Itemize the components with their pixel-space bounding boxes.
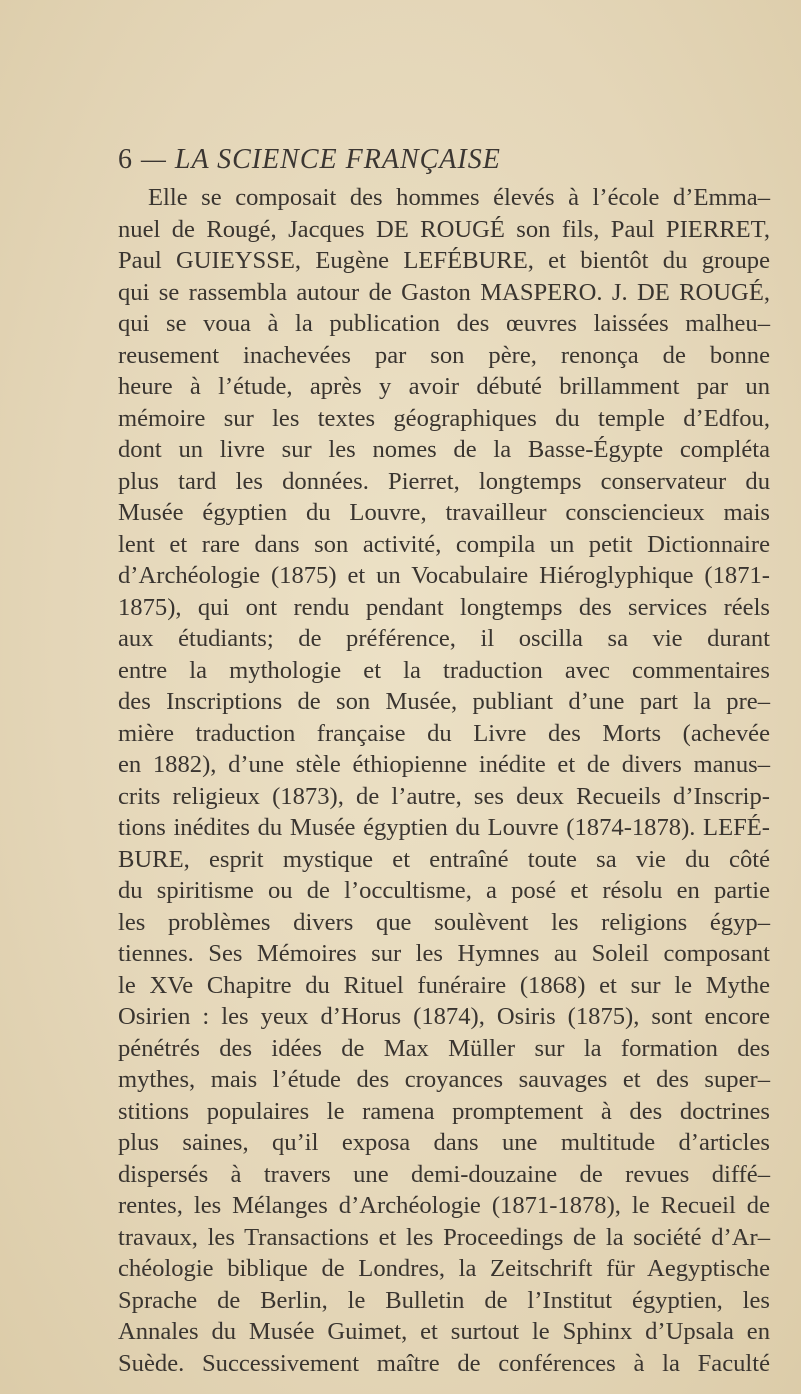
text-line: mémoire sur les textes géographiques du temple d’Edfou, xyxy=(118,404,770,432)
text-line: mythes, mais l’étude des croyances sauvages et des super– xyxy=(118,1066,770,1093)
text-line: Annales du Musée Guimet, et surtout le Sphinx d’Upsala en xyxy=(118,1318,770,1345)
text-line: dispersés à travers une demi-douzaine de revues diffé– xyxy=(118,1160,770,1188)
text-line: les problèmes divers que soulèvent les religions égyp– xyxy=(118,908,770,936)
text-line: d’Archéologie (1875) et un Vocabulaire Hiéroglyphique (1871- xyxy=(118,562,770,589)
text-line: du spiritisme ou de l’occultisme, a posé et résolu en partie xyxy=(118,877,770,904)
text-line: Paul GUIEYSSE, Eugène LEFÉBURE, et bientôt du groupe xyxy=(118,247,770,274)
text-line: nuel de Rougé, Jacques DE ROUGÉ son fils, Paul PIERRET, xyxy=(118,215,770,243)
text-line: pénétrés des idées de Max Müller sur la formation des xyxy=(118,1034,770,1062)
text-line: le XVe Chapitre du Rituel funéraire (1868) et sur le Mythe xyxy=(118,971,770,999)
text-line: lent et rare dans son activité, compila un petit Dictionnaire xyxy=(118,530,770,558)
body-text xyxy=(118,182,770,1379)
text-line: Musée égyptien du Louvre, travailleur consciencieux mais xyxy=(118,499,770,526)
text-line: chéologie biblique de Londres, la Zeitschrift für Aegyptische xyxy=(118,1255,770,1282)
text-line: plus tard les données. Pierret, longtemps conservateur du xyxy=(118,467,770,495)
text-line: aux étudiants; de préférence, il oscilla sa vie durant xyxy=(118,625,770,652)
text-line: heure à l’étude, après y avoir débuté brillamment par un xyxy=(118,373,770,400)
text-line: 1875), qui ont rendu pendant longtemps des services réels xyxy=(118,593,770,621)
text-line: stitions populaires le ramena promptement à des doctrines xyxy=(118,1097,770,1125)
text-line: Sprache de Berlin, le Bulletin de l’Institut égyptien, les xyxy=(118,1286,770,1314)
text-line: mière traduction française du Livre des Morts (achevée xyxy=(118,719,770,747)
text-line: Suède. Successivement maître de conférences à la Faculté xyxy=(118,1349,770,1377)
text-line: Osirien : les yeux d’Horus (1874), Osiris (1875), sont encore xyxy=(118,1003,770,1030)
header-separator: — xyxy=(133,144,175,175)
text-line: BURE, esprit mystique et entraîné toute sa vie du côté xyxy=(118,845,770,873)
text-line: en 1882), d’une stèle éthiopienne inédite et de divers manus– xyxy=(118,751,770,778)
running-head xyxy=(118,144,501,176)
text-line: qui se rassembla autour de Gaston MASPERO. J. DE ROUGÉ, xyxy=(118,278,770,306)
text-line: tiennes. Ses Mémoires sur les Hymnes au Soleil composant xyxy=(118,940,770,967)
text-line: reusement inachevées par son père, renonça de bonne xyxy=(118,341,770,369)
text-line: qui se voua à la publication des œuvres laissées malheu– xyxy=(118,310,770,337)
text-line: entre la mythologie et la traduction avec commentaires xyxy=(118,656,770,684)
text-line: crits religieux (1873), de l’autre, ses deux Recueils d’Inscrip- xyxy=(118,782,770,810)
text-line: Elle se composait des hommes élevés à l’école d’Emma– xyxy=(148,184,770,211)
text-line: tions inédites du Musée égyptien du Louvre (1874-1878). LEFÉ- xyxy=(118,814,770,841)
header-title: LA SCIENCE FRANÇAISE xyxy=(174,144,501,175)
text-line: travaux, les Transactions et les Proceedings de la société d’Ar– xyxy=(118,1223,770,1251)
text-line: rentes, les Mélanges d’Archéologie (1871-1878), le Recueil de xyxy=(118,1192,770,1219)
page-number: 6 xyxy=(118,144,133,175)
text-line: dont un livre sur les nomes de la Basse-Égypte compléta xyxy=(118,436,770,463)
text-line: des Inscriptions de son Musée, publiant d’une part la pre– xyxy=(118,688,770,715)
text-line: plus saines, qu’il exposa dans une multitude d’articles xyxy=(118,1129,770,1156)
